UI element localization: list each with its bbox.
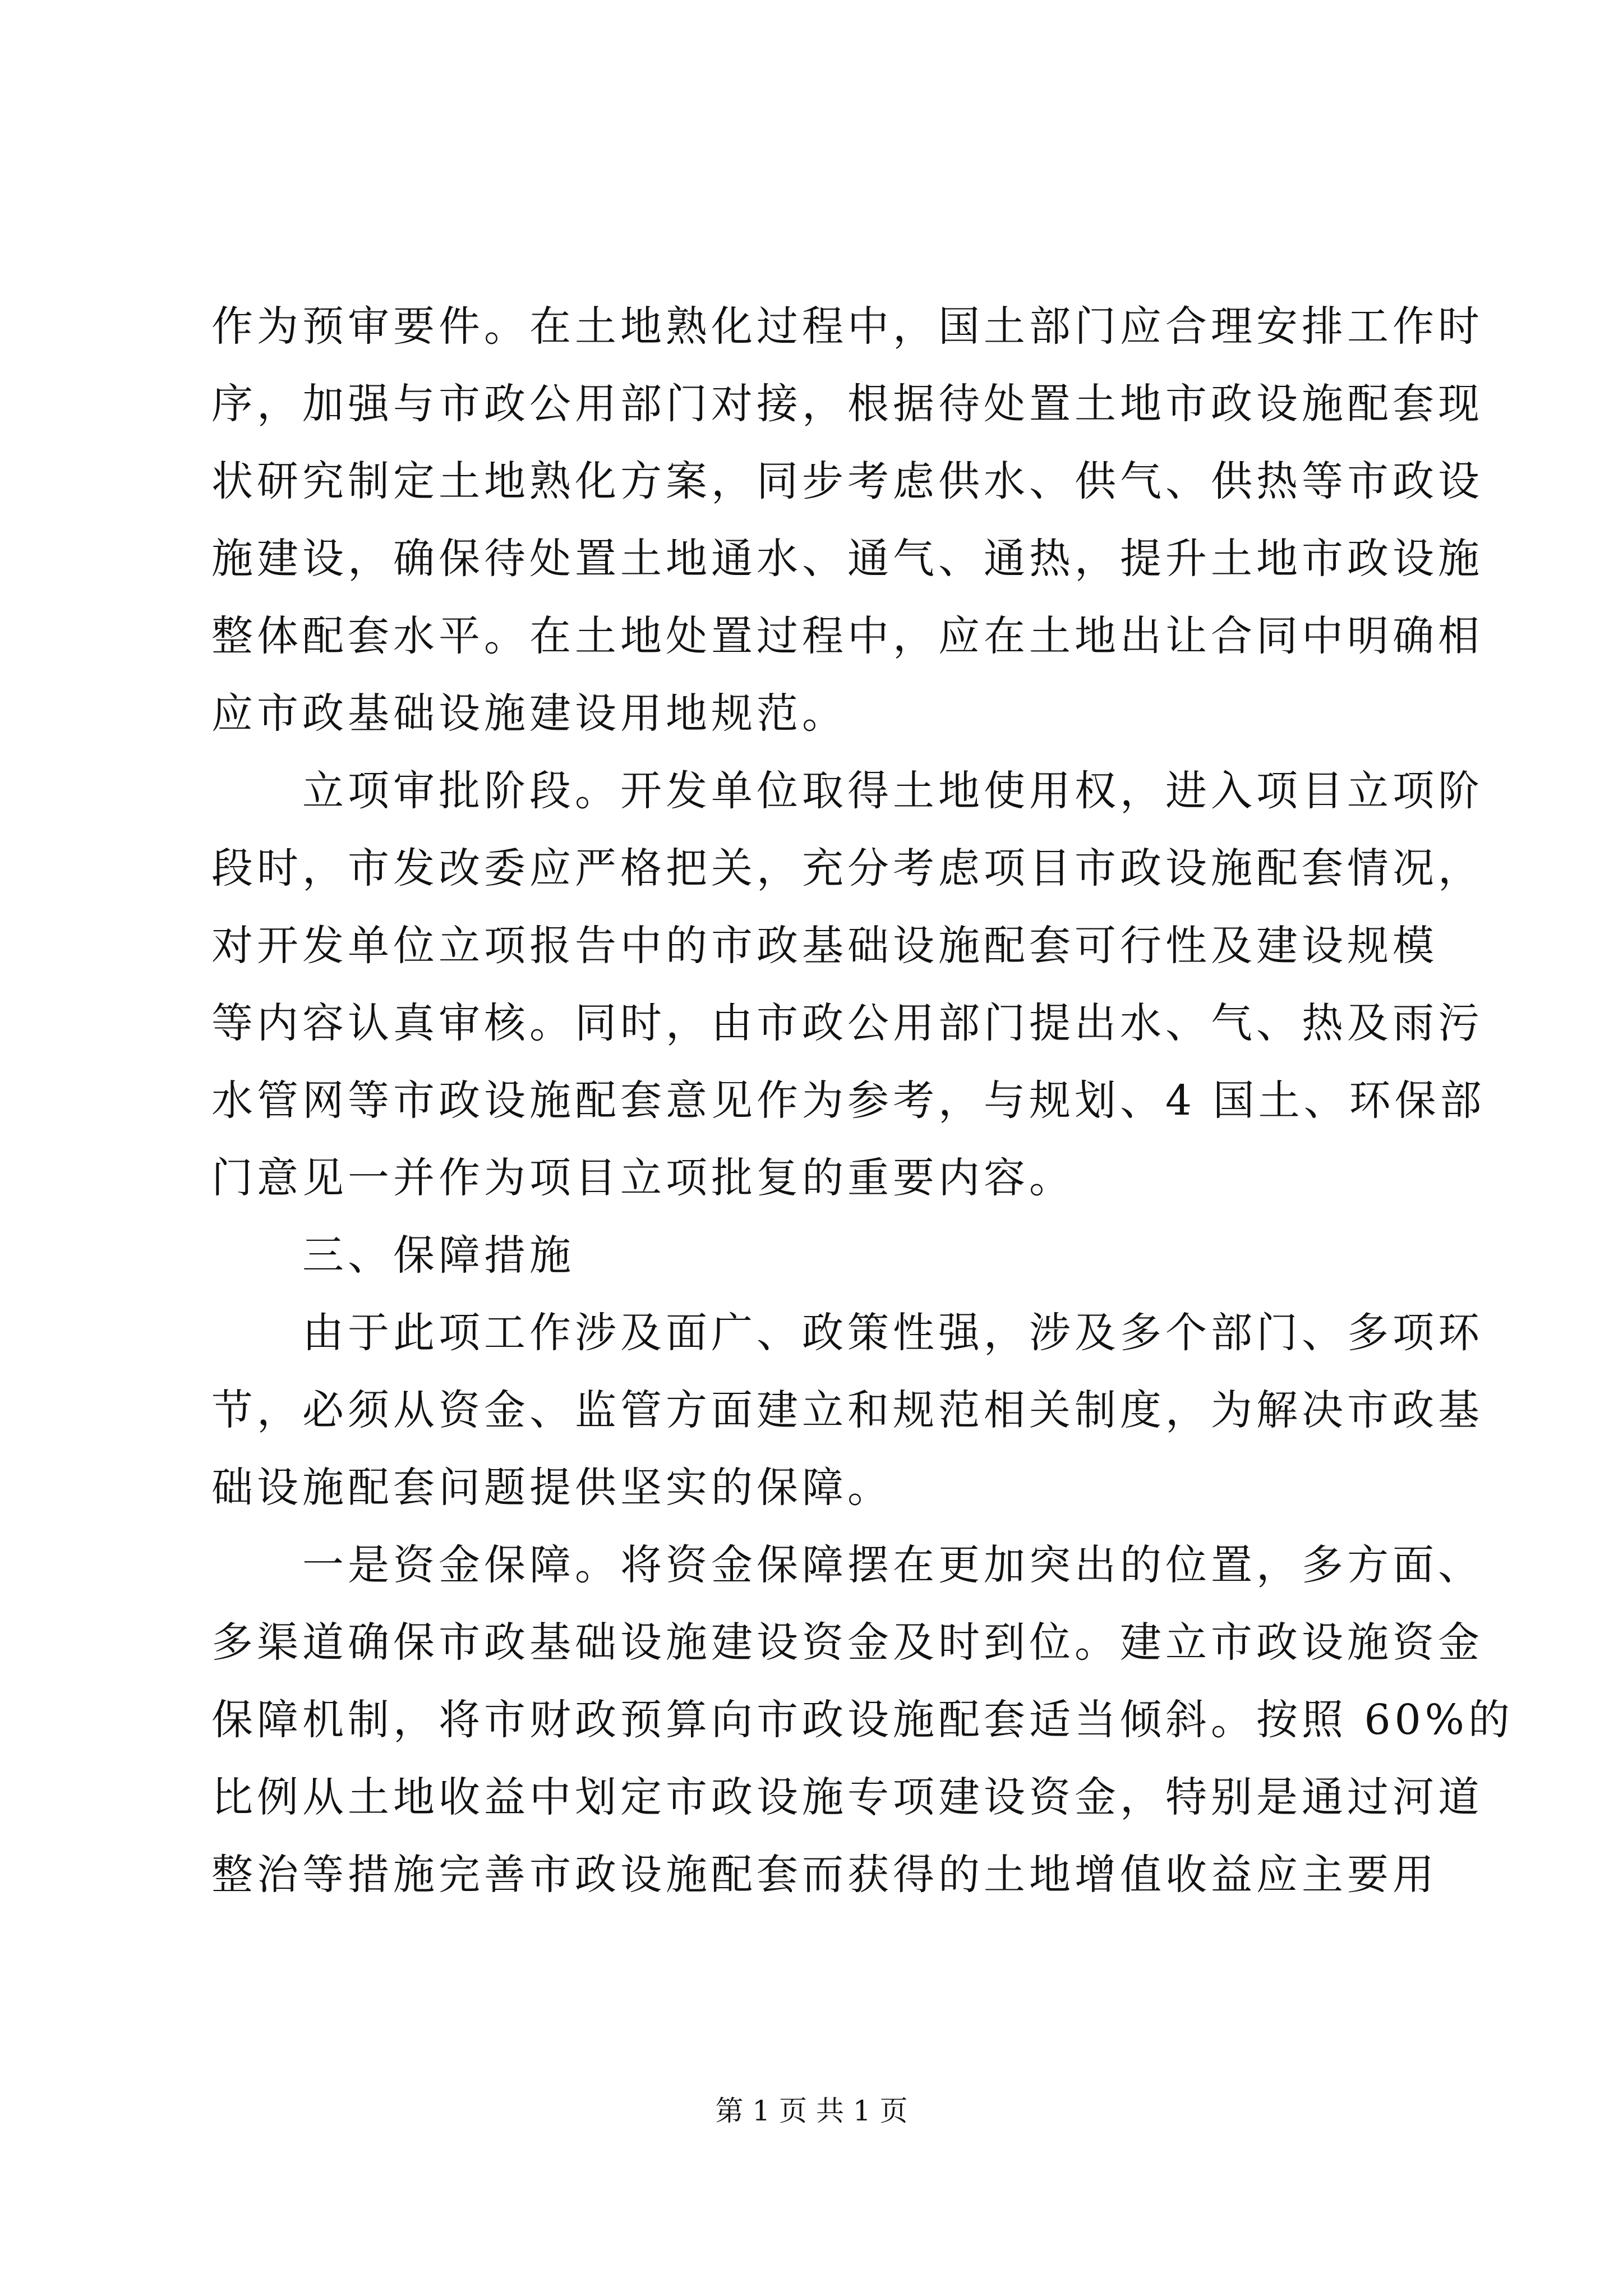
text-line: 对开发单位立项报告中的市政基础设施配套可行性及建设规模 (211, 922, 1438, 970)
text-line: 施建设，确保待处置土地通水、通气、通热，提升土地市政设施 (211, 535, 1483, 583)
text-line: 应市政基础设施建设用地规范。 (211, 689, 847, 738)
text-line: 状研究制定土地熟化方案，同步考虑供水、供气、供热等市政设 (211, 457, 1483, 505)
page-footer: 第 1 页 共 1 页 (715, 2095, 908, 2127)
text-line: 保障机制，将市财政预算向市政设施配套适当倾斜。按照 60%的 (211, 1696, 1514, 1744)
text-line: 立项审批阶段。开发单位取得土地使用权，进入项目立项阶 (211, 767, 1483, 815)
text-line: 整体配套水平。在土地处置过程中，应在土地出让合同中明确相 (211, 612, 1483, 660)
text-line: 节，必须从资金、监管方面建立和规范相关制度，为解决市政基 (211, 1386, 1483, 1434)
text-line: 础设施配套问题提供坚实的保障。 (211, 1464, 893, 1512)
text-line: 水管网等市政设施配套意见作为参考，与规划、4 国土、环保部 (211, 1076, 1486, 1125)
section-heading: 三、保障措施 (211, 1231, 575, 1280)
text-line: 门意见一并作为项目立项批复的重要内容。 (211, 1154, 1075, 1202)
text-line: 段时，市发改委应严格把关，充分考虑项目市政设施配套情况， (211, 844, 1483, 892)
text-line: 一是资金保障。将资金保障摆在更加突出的位置，多方面、 (211, 1541, 1483, 1589)
text-line: 比例从土地收益中划定市政设施专项建设资金，特别是通过河道 (211, 1773, 1483, 1821)
text-line: 由于此项工作涉及面广、政策性强，涉及多个部门、多项环 (211, 1309, 1483, 1357)
text-line: 作为预审要件。在土地熟化过程中，国土部门应合理安排工作时 (211, 302, 1483, 351)
text-line: 多渠道确保市政基础设施建设资金及时到位。建立市政设施资金 (211, 1618, 1483, 1667)
text-line: 序，加强与市政公用部门对接，根据待处置土地市政设施配套现 (211, 380, 1483, 428)
text-line: 等内容认真审核。同时，由市政公用部门提出水、气、热及雨污 (211, 999, 1483, 1047)
text-line: 整治等措施完善市政设施配套而获得的土地增值收益应主要用 (211, 1851, 1438, 1899)
